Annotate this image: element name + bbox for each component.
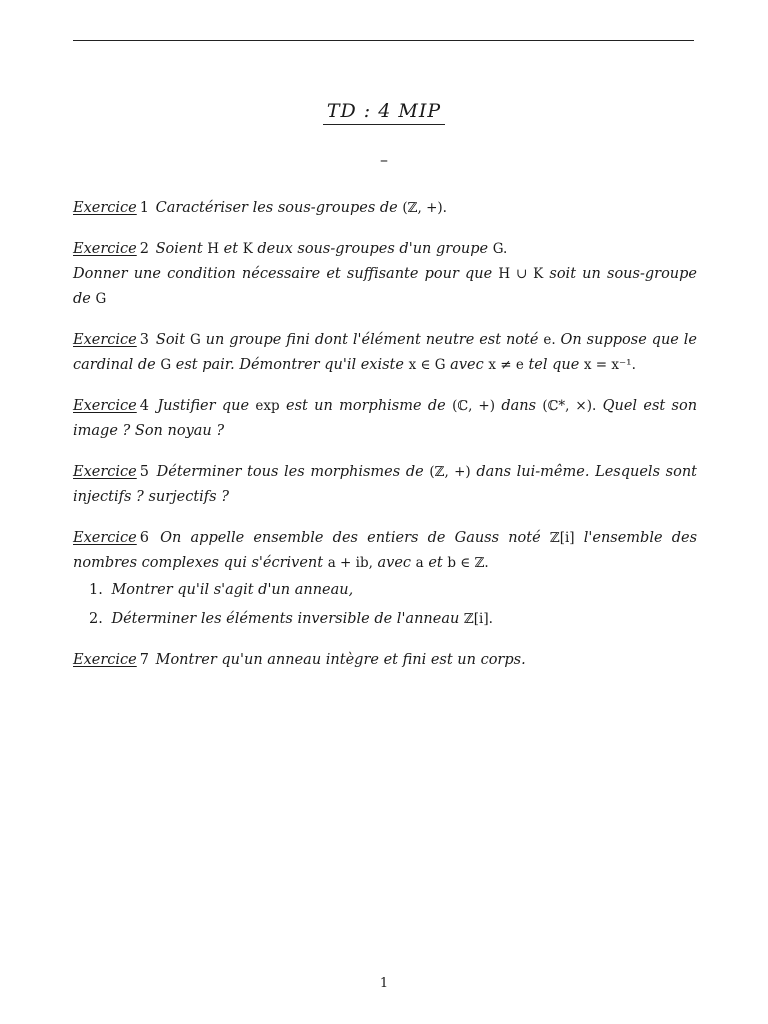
exercise-text: Donner une condition nécessaire et suffisante pour que bbox=[73, 266, 493, 282]
exercise-text: Déterminer les éléments inversible de l'anneau bbox=[111, 611, 460, 627]
math-expression: e. bbox=[543, 332, 556, 348]
math-expression: (ℂ, +) bbox=[452, 398, 495, 414]
exercise-text: dans bbox=[501, 398, 537, 414]
exercise-number: 1 bbox=[139, 200, 149, 216]
exercise-text: et bbox=[428, 555, 443, 571]
exercise-5 bbox=[73, 460, 697, 510]
exercise-3 bbox=[73, 328, 697, 378]
math-expression: b ∈ ℤ. bbox=[447, 555, 489, 571]
exercise-text: deux sous-groupes d'un groupe bbox=[257, 241, 489, 257]
exercise-2 bbox=[73, 237, 697, 312]
exercise-7 bbox=[73, 648, 697, 673]
exercise-line bbox=[73, 237, 697, 262]
exercise-text: On suppose que le cardinal de bbox=[73, 332, 697, 373]
exercise-1 bbox=[73, 196, 697, 221]
exercise-number: 2 bbox=[139, 241, 149, 257]
math-expression: K bbox=[242, 241, 253, 257]
exercise-text: dans lui-même. Lesquels sont injectifs ? surjectifs ? bbox=[73, 464, 697, 505]
math-expression: G. bbox=[492, 241, 508, 257]
exercise-label: Exercice bbox=[73, 530, 137, 546]
math-expression: G bbox=[95, 291, 107, 307]
exercise-label: Exercice bbox=[73, 332, 137, 348]
exercise-text: Montrer qu'il s'agit d'un anneau, bbox=[111, 582, 354, 598]
exercise-label: Exercice bbox=[73, 398, 137, 414]
exercise-number: 7 bbox=[139, 652, 149, 668]
math-expression: a bbox=[415, 555, 424, 571]
exercise-text: Déterminer tous les morphismes de bbox=[156, 464, 424, 480]
exercise-text: Justifier que bbox=[157, 398, 250, 414]
math-expression: (ℤ, +) bbox=[429, 464, 471, 480]
page-number: 1 bbox=[379, 976, 389, 991]
exercise-text: un groupe fini dont l'élément neutre est noté bbox=[205, 332, 539, 348]
exercise-text: soit un sous-groupe de bbox=[73, 266, 698, 307]
exercise-4 bbox=[73, 394, 697, 444]
math-expression: G bbox=[189, 332, 201, 348]
exercise-text: est un morphisme de bbox=[285, 398, 446, 414]
exercise-text: et bbox=[223, 241, 239, 257]
exercise-line bbox=[73, 262, 697, 312]
exercise-text: est pair. Démontrer qu'il existe bbox=[175, 357, 404, 373]
exercise-text: avec bbox=[377, 555, 412, 571]
exercise-text: l'ensemble des nombres complexes qui s'écrivent bbox=[73, 530, 698, 571]
exercise-text: Caractériser les sous-groupes de bbox=[155, 200, 398, 216]
exercise-text: Quel est son image ? Son noyau ? bbox=[73, 398, 698, 439]
exercise-number: 3 bbox=[139, 332, 149, 348]
list-item bbox=[73, 578, 697, 603]
math-expression: x ∈ G bbox=[408, 357, 446, 373]
exercise-label: Exercice bbox=[73, 652, 137, 668]
math-expression: x = x⁻¹. bbox=[583, 357, 636, 373]
math-expression: ℤ[i] bbox=[549, 530, 575, 546]
page-title: TD : 4 MIP bbox=[323, 100, 445, 125]
page-subtitle: – bbox=[380, 150, 388, 169]
exercise-label: Exercice bbox=[73, 200, 137, 216]
math-expression: a + ib, bbox=[327, 555, 373, 571]
math-expression: H ∪ K bbox=[498, 266, 544, 282]
exercise-number: 4 bbox=[139, 398, 149, 414]
exercise-6 bbox=[73, 526, 697, 632]
math-expression: H bbox=[207, 241, 220, 257]
list-item bbox=[73, 607, 697, 632]
list-item-number: 2. bbox=[89, 611, 103, 627]
exercise-text: tel que bbox=[528, 357, 580, 373]
exercise-number: 5 bbox=[139, 464, 149, 480]
math-expression: (ℂ*, ×). bbox=[542, 398, 597, 414]
exercise-text: Soient bbox=[155, 241, 203, 257]
math-expression: (ℤ, +). bbox=[402, 200, 447, 216]
exercise-label: Exercice bbox=[73, 241, 137, 257]
top-rule bbox=[73, 40, 694, 41]
math-expression: ℤ[i]. bbox=[463, 611, 493, 627]
exercise-text: Soit bbox=[155, 332, 186, 348]
exercise-label: Exercice bbox=[73, 464, 137, 480]
exercise-list bbox=[73, 196, 697, 689]
list-item-number: 1. bbox=[89, 582, 103, 598]
math-expression: G bbox=[160, 357, 172, 373]
math-expression: x ≠ e bbox=[488, 357, 524, 373]
exercise-text: On appelle ensemble des entiers de Gauss noté bbox=[160, 530, 541, 546]
exercise-subitems bbox=[73, 578, 697, 632]
exercise-text: avec bbox=[450, 357, 484, 373]
title-block bbox=[0, 100, 768, 125]
exercise-number: 6 bbox=[139, 530, 149, 546]
math-expression: exp bbox=[255, 398, 280, 414]
exercise-text: Montrer qu'un anneau intègre et fini est un corps. bbox=[155, 652, 526, 668]
